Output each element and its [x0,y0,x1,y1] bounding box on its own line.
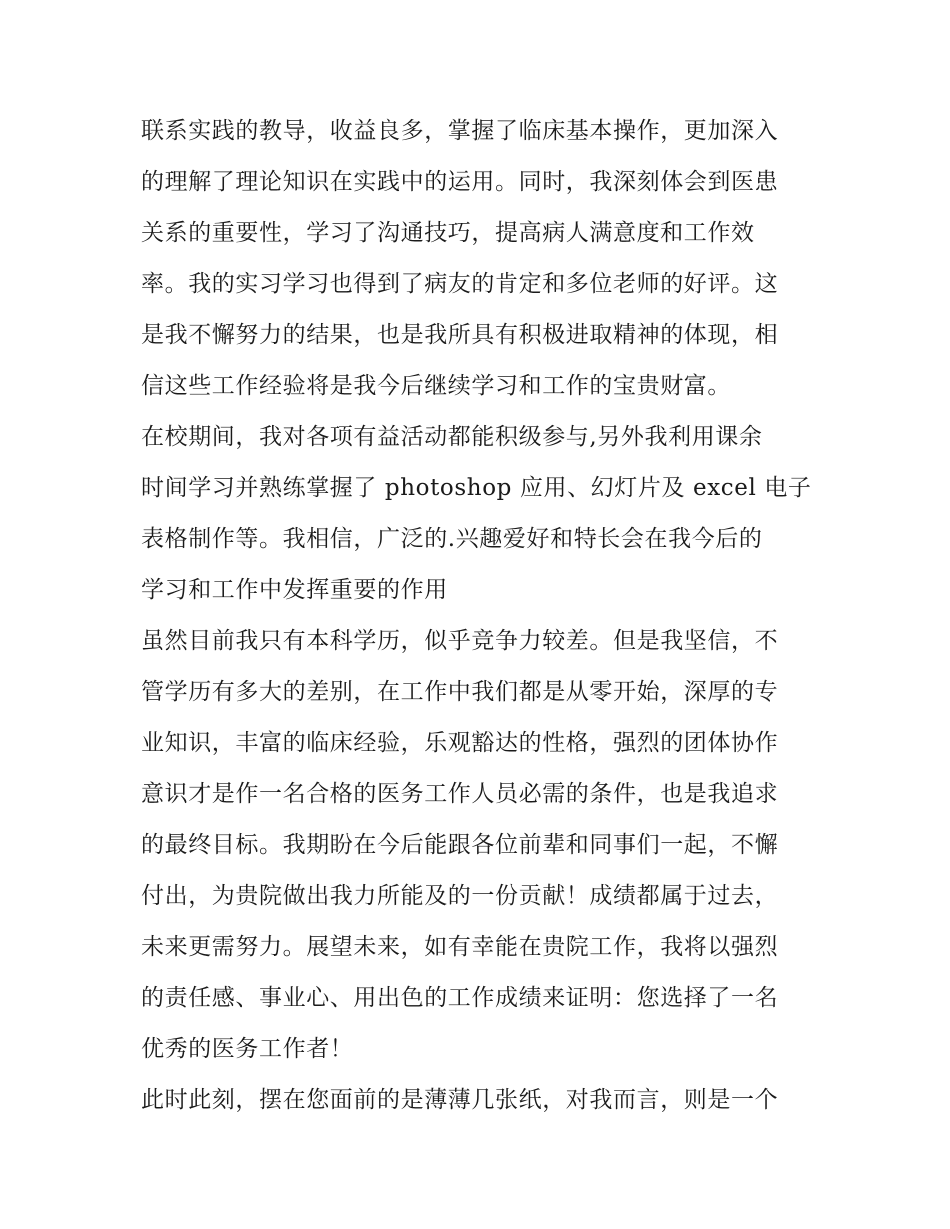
paragraph-internship [141,106,813,412]
text-line: 虽然目前我只有本科学历，似乎竞争力较差。但是我坚信，不 [141,628,779,654]
text-line: 意识才是作一名合格的医务工作人员必需的条件，也是我追求 [141,781,779,807]
text-line: 学习和工作中发挥重要的作用 [141,577,448,603]
text-line: 优秀的医务工作者！ [141,1036,354,1062]
text-line: 此时此刻，摆在您面前的是薄薄几张纸，对我而言，则是一个 [141,1087,779,1113]
text-line: 时间学习并熟练掌握了 photoshop 应用、幻灯片及 excel 电子 [141,475,812,501]
text-line: 的责任感、事业心、用出色的工作成绩来证明：您选择了一名 [141,985,779,1011]
text-line: 信这些工作经验将是我今后继续学习和工作的宝贵财富。 [141,373,731,399]
text-line: 关系的重要性，学习了沟通技巧，提高病人满意度和工作效 [141,220,755,246]
text-line: 联系实践的教导，收益良多，掌握了临床基本操作，更加深入 [141,118,779,144]
paragraph-aspirations [141,616,813,1075]
text-line: 率。我的实习学习也得到了病友的肯定和多位老师的好评。这 [141,271,779,297]
text-line: 在校期间，我对各项有益活动都能积级参与,另外我利用课余 [141,424,763,450]
paragraph-closing [141,1075,813,1126]
text-line: 付出，为贵院做出我力所能及的一份贡献！成绩都属于过去， [141,883,779,909]
text-line: 表格制作等。我相信，广泛的.兴趣爱好和特长会在我今后的 [141,526,763,552]
text-line: 是我不懈努力的结果，也是我所具有积极进取精神的体现，相 [141,322,779,348]
text-line: 管学历有多大的差别，在工作中我们都是从零开始，深厚的专 [141,679,779,705]
text-line: 业知识，丰富的临床经验，乐观豁达的性格，强烈的团体协作 [141,730,779,756]
text-line: 的理解了理论知识在实践中的运用。同时，我深刻体会到医患 [141,169,779,195]
document-body [141,106,813,1126]
paragraph-activities [141,412,813,616]
text-line: 的最终目标。我期盼在今后能跟各位前辈和同事们一起，不懈 [141,832,779,858]
text-line: 未来更需努力。展望未来，如有幸能在贵院工作，我将以强烈 [141,934,779,960]
